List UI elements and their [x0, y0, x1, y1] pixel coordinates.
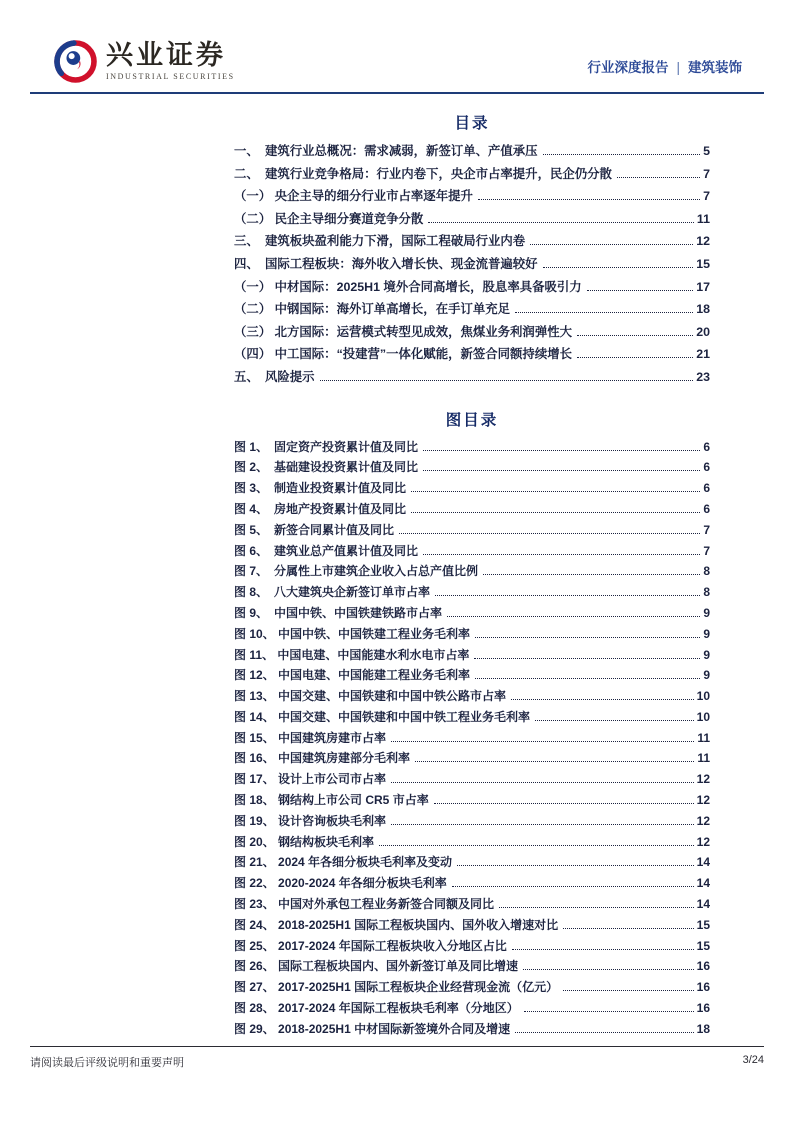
page-header [30, 0, 764, 94]
toc-title: 目录 [454, 115, 490, 132]
figure-entry-page-number: 9 [703, 668, 710, 683]
industry-label: 建筑装饰 [688, 60, 742, 75]
toc-entry-page-number: 12 [696, 234, 710, 249]
toc-entry-page-number: 23 [696, 369, 710, 384]
dotted-leader [587, 289, 694, 291]
figure-entry-label: 图 11、 中国电建、中国能建水利水电市占率 [234, 647, 470, 662]
figure-entry[interactable] [234, 499, 710, 520]
dotted-leader [530, 243, 693, 245]
brand-logo [54, 40, 235, 83]
dotted-leader [457, 864, 694, 866]
dotted-leader [512, 948, 694, 950]
dotted-leader [515, 1031, 694, 1033]
toc-entry-label: 五、 风险提示 [234, 369, 315, 384]
figure-entry-label: 图 5、 新签合同累计值及同比 [234, 522, 395, 537]
dotted-leader [524, 1010, 694, 1012]
dotted-leader [434, 802, 694, 804]
figure-entry[interactable] [234, 707, 710, 728]
figure-entry-label: 图 26、 国际工程板块国内、国外新签订单及同比增速 [234, 959, 519, 974]
figure-entry[interactable] [234, 541, 710, 562]
header-separator: | [676, 60, 680, 75]
figure-entry-page-number: 14 [696, 855, 710, 870]
figure-entry-page-number: 6 [703, 481, 710, 496]
toc-entry-label: 二、 建筑行业竞争格局：行业内卷下，央企市占率提升，民企仍分散 [234, 166, 612, 181]
figure-entry[interactable] [234, 1019, 710, 1040]
figure-entry[interactable] [234, 790, 710, 811]
toc-entry[interactable] [234, 163, 710, 186]
dotted-leader [475, 677, 700, 679]
dotted-leader [320, 379, 694, 381]
figure-toc-title: 图目录 [445, 411, 499, 429]
toc-list [234, 140, 710, 389]
figure-entry[interactable] [234, 769, 710, 790]
figure-entry[interactable] [234, 728, 710, 749]
dotted-leader [511, 698, 694, 700]
page-number-indicator: 3/24 [742, 1054, 764, 1066]
report-type-label: 行业深度报告 [587, 60, 669, 75]
toc-entry[interactable] [234, 298, 710, 321]
figure-entry-page-number: 10 [696, 689, 710, 704]
toc-entry-page-number: 7 [703, 166, 710, 181]
dotted-leader [535, 719, 694, 721]
toc-entry-page-number: 17 [696, 279, 710, 294]
figure-entry[interactable] [234, 915, 710, 936]
figure-entry-page-number: 6 [703, 501, 710, 516]
page-footer [30, 1046, 764, 1070]
figure-entry-page-number: 16 [696, 1001, 710, 1016]
toc-entry-page-number: 20 [696, 324, 710, 339]
figure-entry[interactable] [234, 956, 710, 977]
figure-entry-page-number: 9 [703, 626, 710, 641]
dotted-leader [452, 885, 694, 887]
dotted-leader [415, 760, 694, 762]
dotted-leader [423, 469, 700, 471]
dotted-leader [523, 968, 694, 970]
figure-entry-label: 图 29、 2018-2025H1 中材国际新签境外合同及增速 [234, 1021, 511, 1036]
figure-entry-label: 图 21、 2024 年各细分板块毛利率及变动 [234, 855, 453, 870]
toc-entry-page-number: 15 [696, 256, 710, 271]
brand-name-cn: 兴业证券 [106, 40, 226, 72]
figure-entry[interactable] [234, 811, 710, 832]
dotted-leader [475, 636, 700, 638]
toc-entry-page-number: 7 [703, 189, 710, 204]
figure-entry[interactable] [234, 603, 710, 624]
brand-logo-icon [54, 40, 97, 83]
toc-entry[interactable] [234, 140, 710, 163]
figure-entry-page-number: 7 [703, 543, 710, 558]
figure-entry[interactable] [234, 624, 710, 645]
dotted-leader [515, 311, 693, 313]
dotted-leader [478, 198, 700, 200]
figure-entry-page-number: 15 [696, 938, 710, 953]
figure-entry-page-number: 9 [703, 605, 710, 620]
toc-entry-page-number: 18 [696, 302, 710, 317]
toc-entry-label: （二） 中钢国际：海外订单高增长，在手订单充足 [234, 302, 511, 317]
figure-entry-label: 图 18、 钢结构上市公司 CR5 市占率 [234, 793, 429, 808]
figure-entry-page-number: 11 [697, 730, 710, 745]
figure-entry-page-number: 6 [703, 460, 710, 475]
toc-entry-page-number: 11 [696, 211, 710, 226]
figure-entry-page-number: 15 [696, 917, 710, 932]
figure-entry[interactable] [234, 894, 710, 915]
figure-entry-label: 图 22、 2020-2024 年各细分板块毛利率 [234, 876, 447, 891]
figure-entry[interactable] [234, 520, 710, 541]
figure-entry[interactable] [234, 437, 710, 458]
figure-entry-page-number: 16 [696, 980, 710, 995]
figure-entry-label: 图 8、 八大建筑央企新签订单市占率 [234, 585, 431, 600]
figure-entry-label: 图 17、 设计上市公司市占率 [234, 772, 387, 787]
figure-entry[interactable] [234, 977, 710, 998]
figure-entry-page-number: 12 [696, 772, 710, 787]
figure-entry-page-number: 10 [696, 709, 710, 724]
figure-entry-label: 图 12、 中国电建、中国能建工程业务毛利率 [234, 668, 471, 683]
figure-toc-list [234, 437, 710, 1040]
toc-entry-label: 三、 建筑板块盈利能力下滑，国际工程破局行业内卷 [234, 234, 526, 249]
dotted-leader [563, 989, 694, 991]
dotted-leader [543, 153, 701, 155]
dotted-leader [379, 844, 694, 846]
figure-entry-page-number: 16 [696, 959, 710, 974]
dotted-leader [499, 906, 694, 908]
figure-entry[interactable] [234, 852, 710, 873]
figure-entry[interactable] [234, 665, 710, 686]
report-category [587, 56, 742, 83]
figure-entry-label: 图 7、 分属性上市建筑企业收入占总产值比例 [234, 564, 479, 579]
figure-entry[interactable] [234, 645, 710, 666]
brand-logo-text [106, 42, 235, 80]
figure-entry-page-number: 18 [696, 1021, 710, 1036]
figure-entry-label: 图 25、 2017-2024 年国际工程板块收入分地区占比 [234, 938, 507, 953]
figure-entry-page-number: 12 [696, 813, 710, 828]
toc-entry[interactable] [234, 253, 710, 276]
toc-entry-label: （四） 中工国际：“投建营”一体化赋能，新签合同额持续增长 [234, 347, 572, 362]
figure-entry[interactable] [234, 873, 710, 894]
dotted-leader [435, 594, 700, 596]
toc-entry[interactable] [234, 185, 710, 208]
dotted-leader [428, 221, 694, 223]
toc-entry-label: 四、 国际工程板块：海外收入增长快、现金流普遍较好 [234, 256, 538, 271]
figure-entry-label: 图 24、 2018-2025H1 国际工程板块国内、国外收入增速对比 [234, 917, 559, 932]
figure-entry-page-number: 7 [703, 522, 710, 537]
figure-entry-label: 图 10、 中国中铁、中国铁建工程业务毛利率 [234, 626, 471, 641]
figure-entry-page-number: 12 [696, 834, 710, 849]
toc-entry[interactable] [234, 343, 710, 366]
dotted-leader [474, 657, 700, 659]
figure-entry-page-number: 12 [696, 793, 710, 808]
figure-entry-label: 图 2、 基础建设投资累计值及同比 [234, 460, 419, 475]
dotted-leader [543, 266, 694, 268]
figure-entry[interactable] [234, 457, 710, 478]
figure-entry-label: 图 6、 建筑业总产值累计值及同比 [234, 543, 419, 558]
figure-entry-label: 图 3、 制造业投资累计值及同比 [234, 481, 407, 496]
dotted-leader [483, 573, 700, 575]
toc-entry[interactable] [234, 366, 710, 389]
figure-entry-label: 图 14、 中国交建、中国铁建和中国中铁工程业务毛利率 [234, 709, 531, 724]
figure-entry-page-number: 14 [696, 897, 710, 912]
dotted-leader [391, 740, 694, 742]
footer-disclaimer: 请阅读最后评级说明和重要声明 [30, 1057, 184, 1069]
dotted-leader [391, 823, 694, 825]
dotted-leader [399, 532, 700, 534]
dotted-leader [577, 334, 693, 336]
figure-entry-label: 图 27、 2017-2025H1 国际工程板块企业经营现金流（亿元） [234, 980, 559, 995]
figure-entry[interactable] [234, 936, 710, 957]
toc-entry-label: 一、 建筑行业总概况：需求减弱，新签订单、产值承压 [234, 144, 538, 158]
figure-entry[interactable] [234, 748, 710, 769]
toc-entry[interactable] [234, 276, 710, 299]
toc-entry-label: （三） 北方国际：运营模式转型见成效，焦煤业务利润弹性大 [234, 324, 572, 339]
figure-entry-page-number: 9 [703, 647, 710, 662]
toc-entry-page-number: 21 [696, 347, 710, 362]
figure-entry-label: 图 28、 2017-2024 年国际工程板块毛利率（分地区） [234, 1001, 519, 1016]
brand-name-en: INDUSTRIAL SECURITIES [106, 71, 235, 81]
figure-entry-label: 图 23、 中国对外承包工程业务新签合同额及同比 [234, 897, 495, 912]
figure-entry-label: 图 15、 中国建筑房建市占率 [234, 730, 387, 745]
dotted-leader [563, 927, 694, 929]
dotted-leader [411, 490, 700, 492]
figure-entry-label: 图 19、 设计咨询板块毛利率 [234, 813, 387, 828]
dotted-leader [577, 356, 693, 358]
figure-entry-label: 图 4、 房地产投资累计值及同比 [234, 501, 407, 516]
figure-entry-page-number: 11 [697, 751, 710, 766]
toc-section [234, 111, 710, 1040]
figure-entry-page-number: 8 [703, 585, 710, 600]
figure-entry[interactable] [234, 561, 710, 582]
toc-entry-label: （二） 民企主导细分赛道竞争分散 [234, 211, 424, 226]
dotted-leader [617, 176, 700, 178]
figure-entry-label: 图 13、 中国交建、中国铁建和中国中铁公路市占率 [234, 689, 507, 704]
figure-entry[interactable] [234, 686, 710, 707]
toc-entry[interactable] [234, 321, 710, 344]
figure-entry[interactable] [234, 998, 710, 1019]
figure-entry-label: 图 9、 中国中铁、中国铁建铁路市占率 [234, 605, 443, 620]
toc-entry-page-number: 5 [703, 144, 710, 158]
figure-entry-page-number: 8 [703, 564, 710, 579]
figure-entry-label: 图 1、 固定资产投资累计值及同比 [234, 439, 419, 454]
dotted-leader [423, 553, 700, 555]
figure-entry[interactable] [234, 478, 710, 499]
figure-entry[interactable] [234, 582, 710, 603]
dotted-leader [447, 615, 700, 617]
dotted-leader [423, 449, 700, 451]
toc-entry[interactable] [234, 230, 710, 253]
toc-entry-label: （一） 中材国际：2025H1 境外合同高增长，股息率具备吸引力 [234, 279, 582, 294]
dotted-leader [411, 511, 700, 513]
figure-entry-label: 图 16、 中国建筑房建部分毛利率 [234, 751, 411, 766]
figure-entry-label: 图 20、 钢结构板块毛利率 [234, 834, 375, 849]
figure-entry[interactable] [234, 832, 710, 853]
toc-entry[interactable] [234, 208, 710, 231]
toc-entry-label: （一） 央企主导的细分行业市占率逐年提升 [234, 189, 473, 204]
figure-entry-page-number: 6 [703, 439, 710, 454]
figure-entry-page-number: 14 [696, 876, 710, 891]
dotted-leader [391, 781, 694, 783]
